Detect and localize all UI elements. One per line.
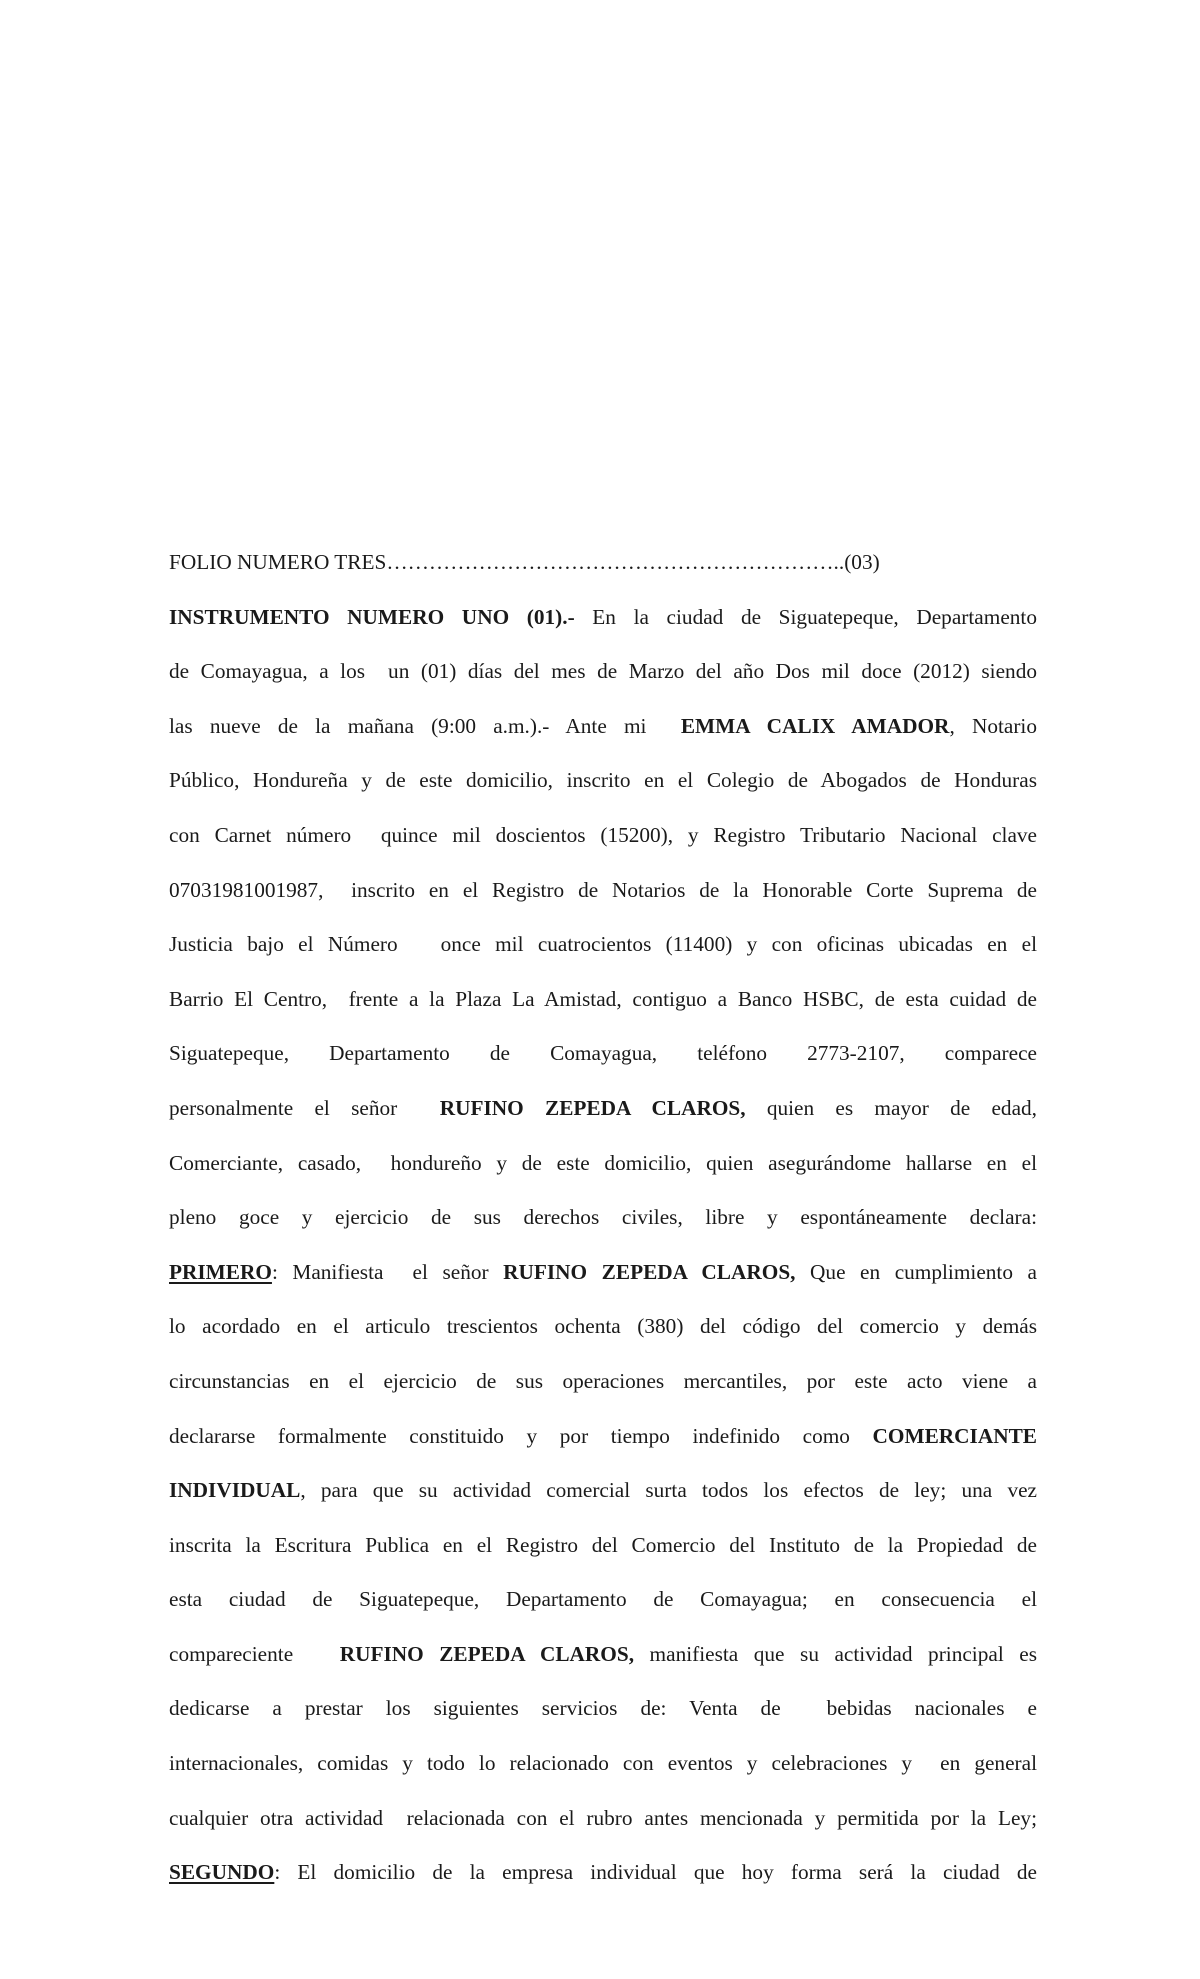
document-line bbox=[169, 917, 1037, 972]
body-text: pleno goce y ejercicio de sus derechos civiles, libre y espontáneamente declara: bbox=[169, 1205, 1037, 1230]
body-text: : El domicilio de la empresa individual que hoy forma será la ciudad de bbox=[274, 1860, 1037, 1885]
section-heading: PRIMERO bbox=[169, 1259, 272, 1284]
document-line bbox=[169, 1354, 1037, 1409]
bold-text: COMERCIANTE bbox=[872, 1423, 1037, 1448]
document-line bbox=[169, 590, 1037, 645]
document-line bbox=[169, 1409, 1037, 1464]
document-line bbox=[169, 1026, 1037, 1081]
body-text: manifiesta que su actividad principal es bbox=[634, 1641, 1038, 1666]
document-line bbox=[169, 808, 1037, 863]
body-text: cualquier otra actividad relacionada con el rubro antes mencionada y permitida por la Ley; bbox=[169, 1805, 1037, 1830]
body-text: de Comayagua, a los un (01) días del mes de Marzo del año Dos mil doce (2012) siendo bbox=[169, 659, 1037, 684]
document-line bbox=[169, 1136, 1037, 1191]
body-text: esta ciudad de Siguatepeque, Departamento de Comayagua; en consecuencia el bbox=[169, 1587, 1037, 1612]
body-text: las nueve de la mañana (9:00 a.m.).- Ante mi bbox=[169, 713, 681, 738]
body-text: En la ciudad de Siguatepeque, Departamento bbox=[574, 604, 1037, 629]
body-text: FOLIO NUMERO TRES………………………………………………………..(03) bbox=[169, 550, 880, 574]
body-text: Comerciante, casado, hondureño y de este domicilio, quien asegurándome hallarse en el bbox=[169, 1150, 1037, 1175]
document-line bbox=[169, 1845, 1037, 1900]
document-line bbox=[169, 1190, 1037, 1245]
body-text: inscrita la Escritura Publica en el Registro del Comercio del Instituto de la Propiedad de bbox=[169, 1532, 1037, 1557]
notarial-deed-text bbox=[169, 535, 1037, 1900]
bold-text: RUFINO ZEPEDA CLAROS, bbox=[339, 1641, 635, 1666]
document-line bbox=[169, 1791, 1037, 1846]
bold-text: INDIVIDUAL bbox=[169, 1478, 301, 1503]
body-text: , Notario bbox=[949, 713, 1037, 738]
document-line bbox=[169, 1245, 1037, 1300]
document-line bbox=[169, 863, 1037, 918]
document-line bbox=[169, 1463, 1037, 1518]
section-heading: SEGUNDO bbox=[169, 1860, 275, 1885]
document-line bbox=[169, 1081, 1037, 1136]
body-text: quien es mayor de edad, bbox=[745, 1095, 1037, 1120]
document-line bbox=[169, 699, 1037, 754]
body-text: Barrio El Centro, frente a la Plaza La Amistad, contiguo a Banco HSBC, de esta cuidad de bbox=[169, 986, 1037, 1011]
document-line bbox=[169, 753, 1037, 808]
body-text: Público, Hondureña y de este domicilio, inscrito en el Colegio de Abogados de Honduras bbox=[169, 768, 1037, 793]
body-text: internacionales, comidas y todo lo relacionado con eventos y celebraciones y en general bbox=[169, 1751, 1037, 1776]
body-text: : Manifiesta el señor bbox=[271, 1259, 504, 1284]
body-text: dedicarse a prestar los siguientes servicios de: Venta de bebidas nacionales e bbox=[169, 1696, 1037, 1721]
document-line bbox=[169, 644, 1037, 699]
body-text: Que en cumplimiento a bbox=[795, 1259, 1037, 1284]
document-line bbox=[169, 535, 1037, 590]
document-line bbox=[169, 1681, 1037, 1736]
document-line bbox=[169, 1299, 1037, 1354]
document-line bbox=[169, 1736, 1037, 1791]
bold-text: RUFINO ZEPEDA CLAROS, bbox=[503, 1259, 796, 1284]
body-text: lo acordado en el articulo trescientos ochenta (380) del código del comercio y demás bbox=[169, 1314, 1037, 1339]
body-text: declararse formalmente constituido y por tiempo indefinido como bbox=[169, 1423, 873, 1448]
body-text: circunstancias en el ejercicio de sus operaciones mercantiles, por este acto viene a bbox=[169, 1368, 1037, 1393]
body-text: , para que su actividad comercial surta todos los efectos de ley; una vez bbox=[300, 1478, 1037, 1503]
body-text: compareciente bbox=[169, 1641, 340, 1666]
document-line bbox=[169, 1572, 1037, 1627]
body-text: Siguatepeque, Departamento de Comayagua, teléfono 2773-2107, comparece bbox=[169, 1041, 1037, 1066]
document-line bbox=[169, 972, 1037, 1027]
body-text: 07031981001987, inscrito en el Registro de Notarios de la Honorable Corte Suprema de bbox=[169, 877, 1037, 902]
bold-text: EMMA CALIX AMADOR bbox=[680, 713, 950, 738]
bold-text: INSTRUMENTO NUMERO UNO (01).- bbox=[169, 604, 575, 629]
document-line bbox=[169, 1627, 1037, 1682]
bold-text: RUFINO ZEPEDA CLAROS, bbox=[439, 1095, 746, 1120]
body-text: personalmente el señor bbox=[169, 1095, 440, 1120]
document-line bbox=[169, 1518, 1037, 1573]
body-text: Justicia bajo el Número once mil cuatrocientos (11400) y con oficinas ubicadas en el bbox=[169, 932, 1037, 957]
body-text: con Carnet número quince mil doscientos (15200), y Registro Tributario Nacional clave bbox=[169, 822, 1037, 847]
